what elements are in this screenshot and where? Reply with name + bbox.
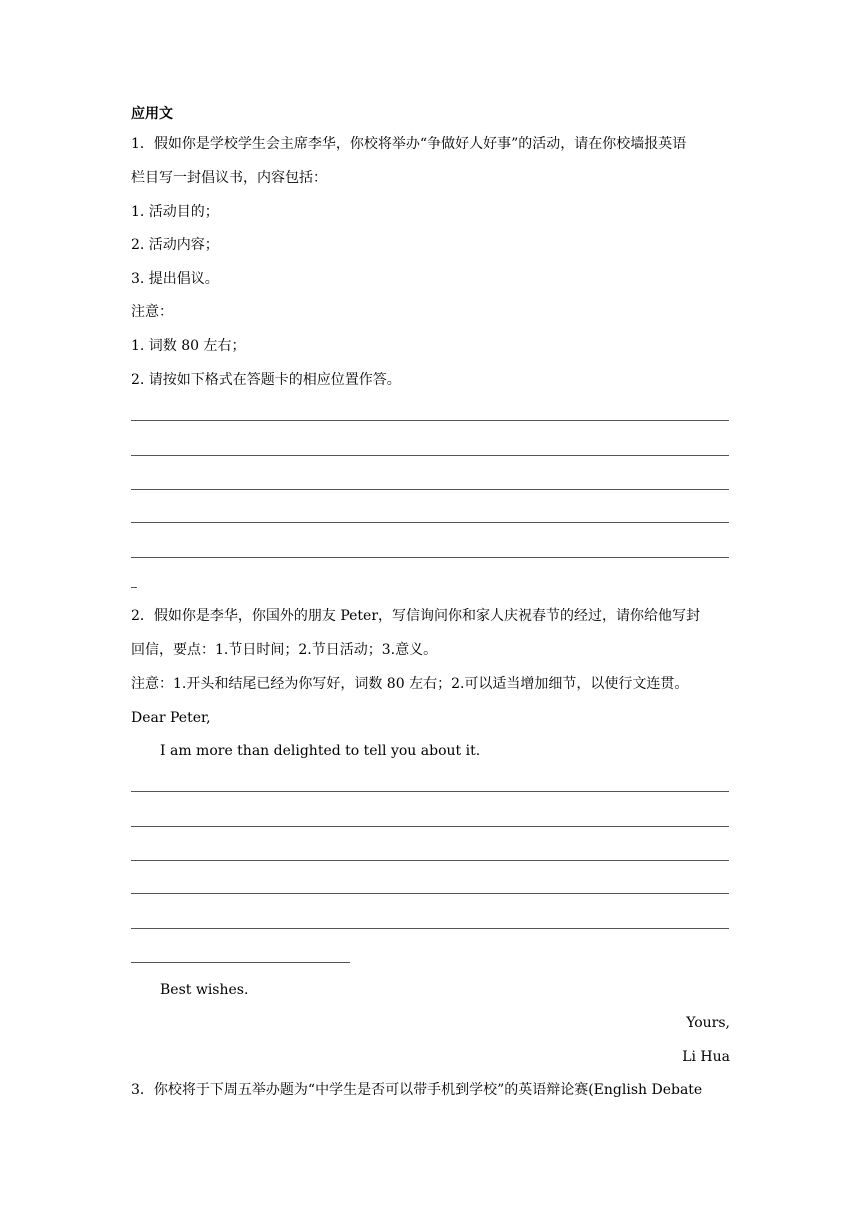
q1-item-1: 1. 活动目的； [131, 204, 219, 220]
q1-answer-line-end [131, 587, 137, 588]
letter-signoff: Yours, [686, 1015, 730, 1031]
q1-answer-line [131, 420, 729, 421]
q2-note: 注意：1.开头和结尾已经为你写好，词数 80 左右；2.可以适当增加细节，以使行文连贯。 [131, 676, 689, 692]
letter-opening: I am more than delighted to tell you about it. [160, 743, 481, 759]
q2-answer-line [131, 826, 729, 827]
q2-prompt-line-2: 回信，要点：1.节日时间；2.节日活动；3.意义。 [131, 642, 438, 658]
letter-closing: Best wishes. [160, 982, 249, 998]
q2-prompt-line-1: 2．假如你是李华，你国外的朋友 Peter，写信询问你和家人庆祝春节的经过，请你给他写封 [131, 608, 701, 624]
q1-prompt-line-1: 1．假如你是学校学生会主席李华，你校将举办“争做好人好事”的活动，请在你校墙报英语 [131, 136, 687, 152]
q1-item-2: 2. 活动内容； [131, 237, 219, 253]
q1-answer-line [131, 455, 729, 456]
q1-note-1: 1. 词数 80 左右； [131, 338, 246, 354]
q2-answer-line [131, 893, 729, 894]
letter-signature: Li Hua [682, 1049, 730, 1065]
q1-note-label: 注意： [131, 304, 173, 320]
q1-answer-line [131, 522, 729, 523]
q3-prompt-line-1: 3．你校将于下周五举办题为“中学生是否可以带手机到学校”的英语辩论赛(English Debate [131, 1082, 703, 1098]
q1-answer-line [131, 489, 729, 490]
q1-item-3: 3. 提出倡议。 [131, 271, 219, 287]
q1-note-2: 2. 请按如下格式在答题卡的相应位置作答。 [131, 372, 401, 388]
q2-answer-line [131, 791, 729, 792]
section-heading: 应用文 [131, 106, 173, 122]
q2-answer-line-short [131, 962, 350, 963]
q2-answer-line [131, 860, 729, 861]
q1-prompt-line-2: 栏目写一封倡议书，内容包括： [131, 170, 327, 186]
q2-answer-line [131, 928, 729, 929]
letter-salutation: Dear Peter, [131, 710, 211, 726]
q1-answer-line [131, 557, 729, 558]
